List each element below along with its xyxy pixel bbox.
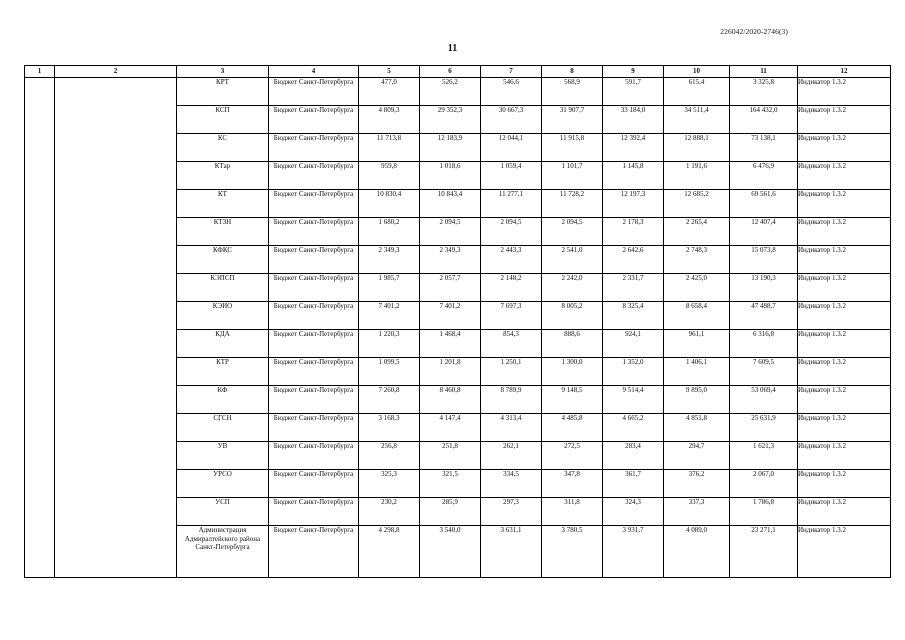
value-cell: 1 680,2 xyxy=(359,218,420,246)
indicator-cell: Индикатор 1.3.2 xyxy=(798,498,891,526)
indicator-cell: Индикатор 1.3.2 xyxy=(798,218,891,246)
value-cell: 2 541,0 xyxy=(542,246,603,274)
funding-source-cell: Бюджет Санкт-Петербурга xyxy=(269,274,359,302)
value-cell: 924,1 xyxy=(603,330,664,358)
value-cell: 324,3 xyxy=(603,498,664,526)
value-cell: 13 190,3 xyxy=(730,274,798,302)
funding-source-cell: Бюджет Санкт-Петербурга xyxy=(269,470,359,498)
value-cell: 526,2 xyxy=(420,78,481,106)
value-cell: 1 406,1 xyxy=(664,358,730,386)
value-cell: 283,4 xyxy=(603,442,664,470)
value-cell: 15 073,8 xyxy=(730,246,798,274)
org-cell: КТ xyxy=(177,190,269,218)
org-cell: КФ xyxy=(177,386,269,414)
value-cell: 30 667,3 xyxy=(481,106,542,134)
value-cell: 164 432,0 xyxy=(730,106,798,134)
value-cell: 4 298,8 xyxy=(359,526,420,578)
value-cell: 6 316,8 xyxy=(730,330,798,358)
value-cell: 3 168,3 xyxy=(359,414,420,442)
value-cell: 2 242,0 xyxy=(542,274,603,302)
funding-source-cell: Бюджет Санкт-Петербурга xyxy=(269,414,359,442)
value-cell: 256,8 xyxy=(359,442,420,470)
funding-source-cell: Бюджет Санкт-Петербурга xyxy=(269,526,359,578)
value-cell: 251,8 xyxy=(420,442,481,470)
value-cell: 3 540,0 xyxy=(420,526,481,578)
value-cell: 12 183,9 xyxy=(420,134,481,162)
value-cell: 8 005,2 xyxy=(542,302,603,330)
org-cell: КТар xyxy=(177,162,269,190)
value-cell: 297,3 xyxy=(481,498,542,526)
column-header: 11 xyxy=(730,66,798,78)
value-cell: 230,2 xyxy=(359,498,420,526)
value-cell: 337,3 xyxy=(664,498,730,526)
value-cell: 2 748,3 xyxy=(664,246,730,274)
value-cell: 11 728,2 xyxy=(542,190,603,218)
value-cell: 3 631,1 xyxy=(481,526,542,578)
indicator-cell: Индикатор 1.3.2 xyxy=(798,246,891,274)
value-cell: 4 665,2 xyxy=(603,414,664,442)
funding-source-cell: Бюджет Санкт-Петербурга xyxy=(269,190,359,218)
indicator-cell: Индикатор 1.3.2 xyxy=(798,442,891,470)
indicator-cell: Индикатор 1.3.2 xyxy=(798,386,891,414)
org-cell: УВ xyxy=(177,442,269,470)
org-cell: КФКС xyxy=(177,246,269,274)
value-cell: 2 148,2 xyxy=(481,274,542,302)
value-cell: 2 067,0 xyxy=(730,470,798,498)
value-cell: 1 985,7 xyxy=(359,274,420,302)
value-cell: 7 697,3 xyxy=(481,302,542,330)
indicator-cell: Индикатор 1.3.2 xyxy=(798,134,891,162)
indicator-cell: Индикатор 1.3.2 xyxy=(798,358,891,386)
org-cell: СГСН xyxy=(177,414,269,442)
value-cell: 1 468,4 xyxy=(420,330,481,358)
value-cell: 334,5 xyxy=(481,470,542,498)
value-cell: 11 915,8 xyxy=(542,134,603,162)
value-cell: 1 300,0 xyxy=(542,358,603,386)
funding-source-cell: Бюджет Санкт-Петербурга xyxy=(269,498,359,526)
value-cell: 4 851,8 xyxy=(664,414,730,442)
value-cell: 4 485,8 xyxy=(542,414,603,442)
indicator-cell: Индикатор 1.3.2 xyxy=(798,526,891,578)
indicator-cell: Индикатор 1.3.2 xyxy=(798,106,891,134)
column-header: 3 xyxy=(177,66,269,78)
value-cell: 3 780,5 xyxy=(542,526,603,578)
value-cell: 262,1 xyxy=(481,442,542,470)
org-cell: Администрация Адмиралтейского района Санкт-Петербурга xyxy=(177,526,269,578)
value-cell: 591,7 xyxy=(603,78,664,106)
value-cell: 8 658,4 xyxy=(664,302,730,330)
value-cell: 376,2 xyxy=(664,470,730,498)
value-cell: 3 325,8 xyxy=(730,78,798,106)
value-cell: 1 099,5 xyxy=(359,358,420,386)
value-cell: 25 631,9 xyxy=(730,414,798,442)
funding-source-cell: Бюджет Санкт-Петербурга xyxy=(269,330,359,358)
funding-source-cell: Бюджет Санкт-Петербурга xyxy=(269,134,359,162)
value-cell: 23 271,1 xyxy=(730,526,798,578)
org-cell: КРТ xyxy=(177,78,269,106)
value-cell: 9 514,4 xyxy=(603,386,664,414)
value-cell: 325,3 xyxy=(359,470,420,498)
value-cell: 8 789,9 xyxy=(481,386,542,414)
value-cell: 10 830,4 xyxy=(359,190,420,218)
value-cell: 2 425,0 xyxy=(664,274,730,302)
value-cell: 2 178,3 xyxy=(603,218,664,246)
funding-source-cell: Бюджет Санкт-Петербурга xyxy=(269,162,359,190)
value-cell: 1 059,4 xyxy=(481,162,542,190)
value-cell: 12 044,1 xyxy=(481,134,542,162)
indicator-cell: Индикатор 1.3.2 xyxy=(798,162,891,190)
merged-cell-col2 xyxy=(55,78,177,578)
value-cell: 47 488,7 xyxy=(730,302,798,330)
value-cell: 2 094,5 xyxy=(420,218,481,246)
value-cell: 7 401,2 xyxy=(420,302,481,330)
merged-cell-col1 xyxy=(25,78,55,578)
value-cell: 615,4 xyxy=(664,78,730,106)
value-cell: 12 888,1 xyxy=(664,134,730,162)
value-cell: 959,8 xyxy=(359,162,420,190)
indicator-cell: Индикатор 1.3.2 xyxy=(798,470,891,498)
value-cell: 10 843,4 xyxy=(420,190,481,218)
value-cell: 2 094,5 xyxy=(481,218,542,246)
value-cell: 321,5 xyxy=(420,470,481,498)
value-cell: 73 138,1 xyxy=(730,134,798,162)
value-cell: 4 313,4 xyxy=(481,414,542,442)
value-cell: 2 443,3 xyxy=(481,246,542,274)
indicator-cell: Индикатор 1.3.2 xyxy=(798,302,891,330)
value-cell: 1 201,8 xyxy=(420,358,481,386)
value-cell: 2 642,6 xyxy=(603,246,664,274)
column-header: 7 xyxy=(481,66,542,78)
value-cell: 294,7 xyxy=(664,442,730,470)
value-cell: 12 407,4 xyxy=(730,218,798,246)
org-cell: КТЗН xyxy=(177,218,269,246)
column-header: 9 xyxy=(603,66,664,78)
value-cell: 888,6 xyxy=(542,330,603,358)
value-cell: 2 331,7 xyxy=(603,274,664,302)
value-cell: 347,8 xyxy=(542,470,603,498)
value-cell: 34 511,4 xyxy=(664,106,730,134)
column-header: 6 xyxy=(420,66,481,78)
value-cell: 31 907,7 xyxy=(542,106,603,134)
indicator-cell: Индикатор 1.3.2 xyxy=(798,330,891,358)
header-row xyxy=(25,66,891,78)
value-cell: 2 265,4 xyxy=(664,218,730,246)
funding-source-cell: Бюджет Санкт-Петербурга xyxy=(269,442,359,470)
value-cell: 1 352,0 xyxy=(603,358,664,386)
value-cell: 3 931,7 xyxy=(603,526,664,578)
value-cell: 1 621,3 xyxy=(730,442,798,470)
value-cell: 1 018,6 xyxy=(420,162,481,190)
value-cell: 1 220,3 xyxy=(359,330,420,358)
value-cell: 2 094,5 xyxy=(542,218,603,246)
indicator-cell: Индикатор 1.3.2 xyxy=(798,190,891,218)
org-cell: КДА xyxy=(177,330,269,358)
value-cell: 8 325,4 xyxy=(603,302,664,330)
value-cell: 272,5 xyxy=(542,442,603,470)
indicator-cell: Индикатор 1.3.2 xyxy=(798,414,891,442)
table-row xyxy=(25,78,891,106)
value-cell: 961,1 xyxy=(664,330,730,358)
table-body xyxy=(25,78,891,578)
column-header: 2 xyxy=(55,66,177,78)
value-cell: 6 476,9 xyxy=(730,162,798,190)
org-cell: КЭИО xyxy=(177,302,269,330)
org-cell: КЭПСП xyxy=(177,274,269,302)
value-cell: 33 184,0 xyxy=(603,106,664,134)
funding-source-cell: Бюджет Санкт-Петербурга xyxy=(269,106,359,134)
value-cell: 9 148,5 xyxy=(542,386,603,414)
value-cell: 7 260,8 xyxy=(359,386,420,414)
value-cell: 7 609,5 xyxy=(730,358,798,386)
column-header: 8 xyxy=(542,66,603,78)
column-header: 1 xyxy=(25,66,55,78)
value-cell: 12 392,4 xyxy=(603,134,664,162)
budget-table xyxy=(24,65,891,578)
value-cell: 285,9 xyxy=(420,498,481,526)
value-cell: 568,9 xyxy=(542,78,603,106)
org-cell: УСП xyxy=(177,498,269,526)
org-cell: КСП xyxy=(177,106,269,134)
value-cell: 4 147,4 xyxy=(420,414,481,442)
value-cell: 4 089,0 xyxy=(664,526,730,578)
value-cell: 1 191,6 xyxy=(664,162,730,190)
value-cell: 1 250,1 xyxy=(481,358,542,386)
org-cell: УРСО xyxy=(177,470,269,498)
value-cell: 1 786,8 xyxy=(730,498,798,526)
funding-source-cell: Бюджет Санкт-Петербурга xyxy=(269,302,359,330)
indicator-cell: Индикатор 1.3.2 xyxy=(798,78,891,106)
funding-source-cell: Бюджет Санкт-Петербурга xyxy=(269,218,359,246)
funding-source-cell: Бюджет Санкт-Петербурга xyxy=(269,78,359,106)
value-cell: 546,6 xyxy=(481,78,542,106)
value-cell: 53 069,4 xyxy=(730,386,798,414)
value-cell: 4 809,3 xyxy=(359,106,420,134)
indicator-cell: Индикатор 1.3.2 xyxy=(798,274,891,302)
funding-source-cell: Бюджет Санкт-Петербурга xyxy=(269,386,359,414)
value-cell: 2 349,3 xyxy=(420,246,481,274)
org-cell: КТР xyxy=(177,358,269,386)
value-cell: 311,8 xyxy=(542,498,603,526)
value-cell: 29 352,3 xyxy=(420,106,481,134)
column-header: 10 xyxy=(664,66,730,78)
value-cell: 854,3 xyxy=(481,330,542,358)
value-cell: 69 561,6 xyxy=(730,190,798,218)
value-cell: 12 685,2 xyxy=(664,190,730,218)
value-cell: 361,7 xyxy=(603,470,664,498)
value-cell: 12 197,3 xyxy=(603,190,664,218)
value-cell: 9 895,0 xyxy=(664,386,730,414)
value-cell: 1 101,7 xyxy=(542,162,603,190)
value-cell: 1 145,8 xyxy=(603,162,664,190)
value-cell: 11 277,1 xyxy=(481,190,542,218)
column-header: 12 xyxy=(798,66,891,78)
value-cell: 2 349,3 xyxy=(359,246,420,274)
column-header: 4 xyxy=(269,66,359,78)
value-cell: 2 057,7 xyxy=(420,274,481,302)
page-number: 11 xyxy=(447,43,458,54)
column-header: 5 xyxy=(359,66,420,78)
value-cell: 11 713,8 xyxy=(359,134,420,162)
value-cell: 7 401,2 xyxy=(359,302,420,330)
document-number: 226042/2020-2746(3) xyxy=(720,27,788,36)
org-cell: КС xyxy=(177,134,269,162)
value-cell: 477,0 xyxy=(359,78,420,106)
funding-source-cell: Бюджет Санкт-Петербурга xyxy=(269,246,359,274)
value-cell: 8 460,8 xyxy=(420,386,481,414)
funding-source-cell: Бюджет Санкт-Петербурга xyxy=(269,358,359,386)
